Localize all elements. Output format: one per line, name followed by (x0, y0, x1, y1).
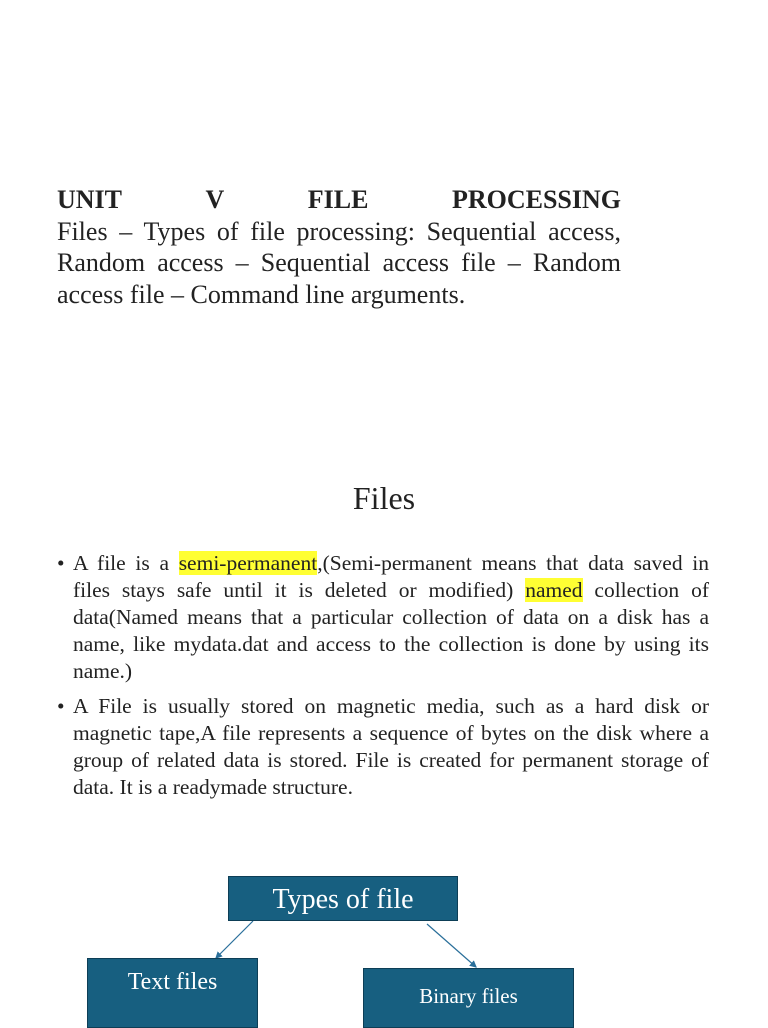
bullet-item-definition (57, 550, 709, 685)
unit-word-processing: PROCESSING (451, 185, 621, 214)
files-slide-title: Files (352, 480, 416, 516)
bullet1-intro: A file is a (73, 551, 179, 575)
bullet-item-storage (57, 693, 709, 801)
syllabus-block (57, 184, 621, 310)
unit-number: V (205, 185, 225, 214)
bullet-icon: • (57, 551, 65, 575)
bullet2-text: A File is usually stored on magnetic media, such as a hard disk or magnetic tape,A file represents a sequence of bytes on the disk where a group of related data is stored. File is created for permanent storage of data. It is a readymade structure. (73, 694, 709, 799)
unit-word: UNIT (57, 185, 123, 214)
highlight-semi-permanent: semi-permanent (178, 551, 318, 575)
connector-to-binary-files (427, 924, 476, 967)
connector-to-text-files (216, 921, 253, 958)
unit-heading (57, 184, 621, 216)
diagram-node-text-files: Text files (87, 958, 258, 1028)
bullet-icon: • (57, 694, 65, 718)
syllabus-topics: Files – Types of file processing: Sequential access, Random access – Sequential access file – Random access file – Command line arguments. (57, 216, 621, 309)
highlight-named: named (525, 578, 583, 602)
bullet1-rest: collection of data(Named means that a particular collection of data on a disk has a name, like mydata.dat and access to the collection is done by using its name.) (73, 578, 709, 683)
diagram-node-binary-files: Binary files (363, 968, 574, 1028)
bullet1-mid: ,(Semi-permanent means that data saved in files stays safe until it is deleted or modified) (73, 551, 709, 602)
unit-word-file: FILE (307, 185, 369, 214)
diagram-root-types-of-file: Types of file (228, 876, 458, 921)
files-bullet-list (57, 550, 709, 809)
